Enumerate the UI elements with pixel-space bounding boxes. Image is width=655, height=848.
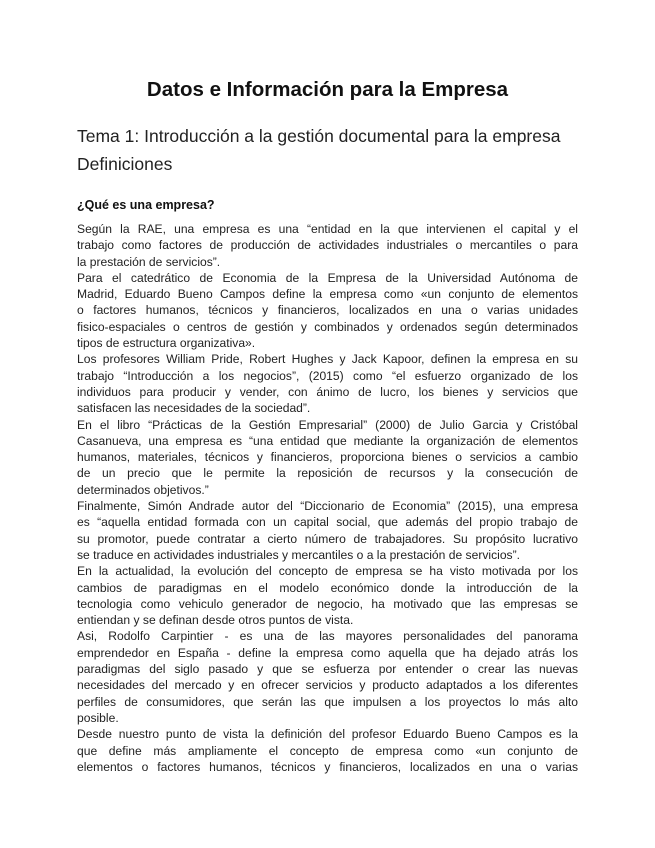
text-line: la prestación de servicios”. xyxy=(77,254,221,269)
text-line: perfiles de consumidores, que serán las que impulsen a los proyectos lo más alto xyxy=(77,694,578,709)
text-line: Asi, Rodolfo Carpintier - es una de las mayores personalidades del panorama xyxy=(77,629,578,644)
text-line: Desde nuestro punto de vista la definición del profesor Eduardo Bueno Campos es la xyxy=(77,727,578,742)
text-line: Casanueva, una empresa es “una entidad que mediante la organización de elementos xyxy=(77,433,578,448)
question-heading: ¿Qué es una empresa? xyxy=(77,198,215,212)
text-line: posible. xyxy=(77,710,119,725)
text-line: determinados objetivos.” xyxy=(77,482,209,497)
text-line: fisico-espaciales o centros de gestión y combinados y ordenados según determinados xyxy=(77,319,578,334)
text-line: Los profesores William Pride, Robert Hughes y Jack Kapoor, definen la empresa en su xyxy=(77,352,578,367)
topic-heading: Tema 1: Introducción a la gestión documental para la empresa xyxy=(77,126,561,146)
text-line: tecnologia como vehiculo generador de negocio, ha motivado que las empresas se xyxy=(77,596,578,611)
paragraph xyxy=(77,221,578,270)
text-line: se traduce en actividades industriales y mercantiles o a la prestación de servicios”. xyxy=(77,547,520,562)
paragraph xyxy=(77,417,578,498)
text-line: Para el catedrático de Economia de la Empresa de la Universidad Autónoma de xyxy=(77,270,578,285)
text-line: trabajo como factores de producción de actividades industriales o mercantiles o para xyxy=(77,238,578,253)
text-line: trabajo “Introducción a los negocios”, (2015) como “el esfuerzo organizado de los xyxy=(77,368,578,383)
text-line: satisfacen las necesidades de la sociedad”. xyxy=(77,401,311,416)
text-line: entiendan y se definan desde otros puntos de vista. xyxy=(77,613,354,628)
text-line: individuos para producir y vender, con ánimo de lucro, los bienes y servicios que xyxy=(77,384,578,399)
text-line: su promotor, puede contratar a cierto número de trabajadores. Su propósito lucrativo xyxy=(77,531,578,546)
paragraph xyxy=(77,351,578,416)
text-line: emprendedor en España - define la empresa como aquella que ha dejado atrás los xyxy=(77,645,578,660)
paragraph xyxy=(77,726,578,775)
text-line: es “aquella entidad formada con un capital social, que además del propio trabajo de xyxy=(77,515,578,530)
paragraph xyxy=(77,498,578,563)
text-line: o factores humanos, técnicos y financieros, localizados en una o varias unidades xyxy=(77,303,578,318)
document-body xyxy=(77,221,578,775)
text-line: cambios de paradigmas en el modelo económico donde la introducción de la xyxy=(77,580,578,595)
text-line: que define más ampliamente el concepto de empresa como «un conjunto de xyxy=(77,743,578,758)
text-line: necesidades del mercado y en ofrecer servicios y producto adaptados a los diferentes xyxy=(77,678,578,693)
text-line: tipos de estructura organizativa». xyxy=(77,336,256,351)
text-line: elementos o factores humanos, técnicos y financieros, localizados en una o varias xyxy=(77,759,578,774)
text-line: Finalmente, Simón Andrade autor del “Diccionario de Economia” (2015), una empresa xyxy=(77,499,578,514)
paragraph xyxy=(77,270,578,351)
paragraph xyxy=(77,628,578,726)
text-line: humanos, materiales, técnicos y financieros, proporciona bienes o servicios a cambio xyxy=(77,450,578,465)
section-heading: Definiciones xyxy=(77,154,173,174)
paragraph xyxy=(77,563,578,628)
text-line: En el libro “Prácticas de la Gestión Empresarial” (2000) de Julio Garcia y Cristóbal xyxy=(77,417,578,432)
text-line: Madrid, Eduardo Bueno Campos define la empresa como «un conjunto de elementos xyxy=(77,287,578,302)
text-line: En la actualidad, la evolución del concepto de empresa se ha visto motivada por los xyxy=(77,564,578,579)
text-line: paradigmas del siglo pasado y que se esfuerza por entender o crear las nuevas xyxy=(77,662,578,677)
document-title: Datos e Información para la Empresa xyxy=(146,78,509,101)
text-line: Según la RAE, una empresa es una “entidad en la que intervienen el capital y el xyxy=(77,222,578,236)
text-line: de un precio que le permite la reposición de recursos y la consecución de xyxy=(77,466,578,481)
